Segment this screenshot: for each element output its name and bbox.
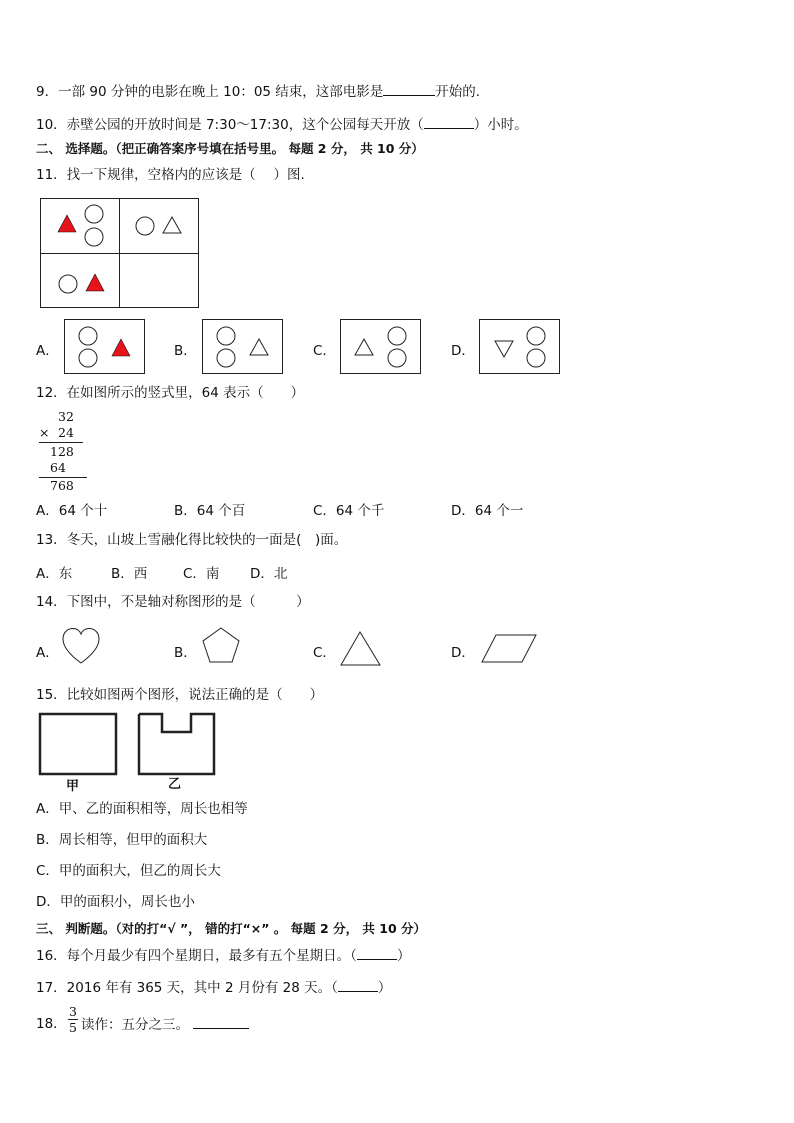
circle-icon: [217, 327, 235, 345]
option-a-label: A．: [36, 343, 59, 359]
shape-yi: [139, 714, 214, 774]
option-d[interactable]: D．甲的面积小，周长也小: [36, 894, 195, 910]
option-d-label: D．: [451, 343, 475, 359]
option-c[interactable]: C．甲的面积大，但乙的周长大: [36, 863, 221, 879]
question-10: [36, 115, 528, 134]
question-16-text: 16．每个月最少有四个星期日，最多有五个星期日。（: [36, 948, 357, 964]
section-3-title: 三、 判断题。（对的打“√ ”， 错的打“×” 。 每题 2 分， 共 10 分）: [36, 921, 427, 936]
question-13-text: 13．冬天，山坡上雪融化得比较快的一面是( )面。: [36, 532, 348, 548]
red-triangle-icon: [86, 274, 104, 291]
triangle-icon: [163, 217, 181, 233]
heart-icon[interactable]: [62, 628, 100, 666]
circle-icon: [217, 349, 235, 367]
question-9: [36, 82, 480, 101]
question-18-rest: [81, 1015, 249, 1034]
circle-icon: [79, 327, 97, 345]
label-yi: 乙: [168, 777, 182, 792]
option-b[interactable]: B．周长相等，但甲的面积大: [36, 832, 208, 848]
answer-blank[interactable]: [357, 946, 397, 960]
red-triangle-icon: [58, 215, 76, 232]
option-c-figure[interactable]: [340, 319, 422, 376]
option-d-figure[interactable]: [479, 319, 561, 376]
circle-icon: [527, 327, 545, 345]
option-a-label: A．: [36, 645, 59, 661]
option-b-label: B．: [174, 343, 197, 359]
option-c[interactable]: C．南: [183, 566, 220, 582]
circle-icon: [388, 327, 406, 345]
option-c[interactable]: C．64 个千: [313, 503, 385, 519]
option-c-label: C．: [313, 343, 336, 359]
circle-icon: [79, 349, 97, 367]
option-a[interactable]: A．64 个十: [36, 503, 108, 519]
parallelogram-icon[interactable]: [481, 634, 539, 664]
fraction-numerator: 3: [69, 1004, 77, 1019]
question-11-text: 11．找一下规律，空格内的应该是（ ）图.: [36, 167, 305, 183]
option-d[interactable]: D．北: [250, 566, 288, 582]
shape-jia: [40, 714, 116, 774]
circle-icon: [136, 217, 154, 235]
vertical-multiplication: [36, 408, 92, 496]
question-18: [36, 1015, 67, 1033]
question-17: [36, 978, 391, 997]
question-17-text: 17．2016 年有 365 天，其中 2 月份有 28 天。（: [36, 980, 338, 996]
calc-multiplier: 24: [58, 425, 74, 440]
option-a-figure[interactable]: [64, 319, 146, 376]
triangle-icon[interactable]: [340, 631, 382, 667]
answer-blank[interactable]: [424, 115, 474, 129]
question-10-text-end: ）小时。: [473, 117, 528, 133]
question-9-text: 9．一部 90 分钟的电影在晚上 10：05 结束，这部电影是: [36, 84, 384, 100]
calc-top: 32: [58, 409, 74, 424]
option-b[interactable]: B．64 个百: [174, 503, 246, 519]
circle-icon: [388, 349, 406, 367]
circle-icon: [59, 275, 77, 293]
answer-blank[interactable]: [193, 1015, 249, 1029]
question-18-text: 读作：五分之三。: [81, 1017, 189, 1033]
question-9-text-end: 开始的.: [435, 84, 481, 100]
pattern-grid: [40, 198, 200, 310]
option-d-label: D．: [451, 645, 475, 661]
label-jia: 甲: [66, 779, 80, 794]
calc-partial-2: 64: [50, 460, 66, 475]
question-14-text: 14．下图中，不是轴对称图形的是（ ）: [36, 594, 310, 610]
question-16: [36, 946, 410, 965]
option-b[interactable]: B．西: [111, 566, 148, 582]
triangle-icon: [355, 339, 373, 355]
question-17-text-end: ）: [377, 980, 392, 996]
circle-icon: [527, 349, 545, 367]
question-10-text: 10．赤壁公园的开放时间是 7:30～17:30，这个公园每天开放（: [36, 117, 424, 133]
answer-blank[interactable]: [338, 978, 378, 992]
answer-blank[interactable]: [383, 82, 435, 96]
option-a[interactable]: A．甲、乙的面积相等，周长也相等: [36, 801, 248, 817]
option-c-label: C．: [313, 645, 336, 661]
circle-icon: [85, 228, 103, 246]
option-a[interactable]: A．东: [36, 566, 73, 582]
option-d[interactable]: D．64 个一: [451, 503, 524, 519]
question-15-text: 15．比较如图两个图形，说法正确的是（ ）: [36, 687, 324, 703]
calc-partial-1: 128: [50, 444, 74, 459]
question-12-text: 12．在如图所示的竖式里，64 表示（ ）: [36, 385, 305, 401]
shapes-comparison: [38, 712, 220, 778]
inverted-triangle-icon: [495, 341, 513, 357]
question-18-number: 18．: [36, 1016, 67, 1032]
triangle-icon: [250, 339, 268, 355]
fraction: [67, 1004, 79, 1036]
fraction-denominator: 5: [69, 1020, 77, 1035]
calc-times-sign: ×: [39, 425, 50, 440]
option-b-figure[interactable]: [202, 319, 284, 376]
option-b-label: B．: [174, 645, 197, 661]
red-triangle-icon: [112, 339, 130, 356]
circle-icon: [85, 205, 103, 223]
calc-result: 768: [50, 478, 74, 493]
pentagon-icon[interactable]: [202, 627, 240, 663]
calc-line: [39, 442, 83, 443]
question-16-text-end: ）: [396, 948, 411, 964]
section-2-title: 二、 选择题。（把正确答案序号填在括号里。 每题 2 分， 共 10 分）: [36, 141, 424, 156]
